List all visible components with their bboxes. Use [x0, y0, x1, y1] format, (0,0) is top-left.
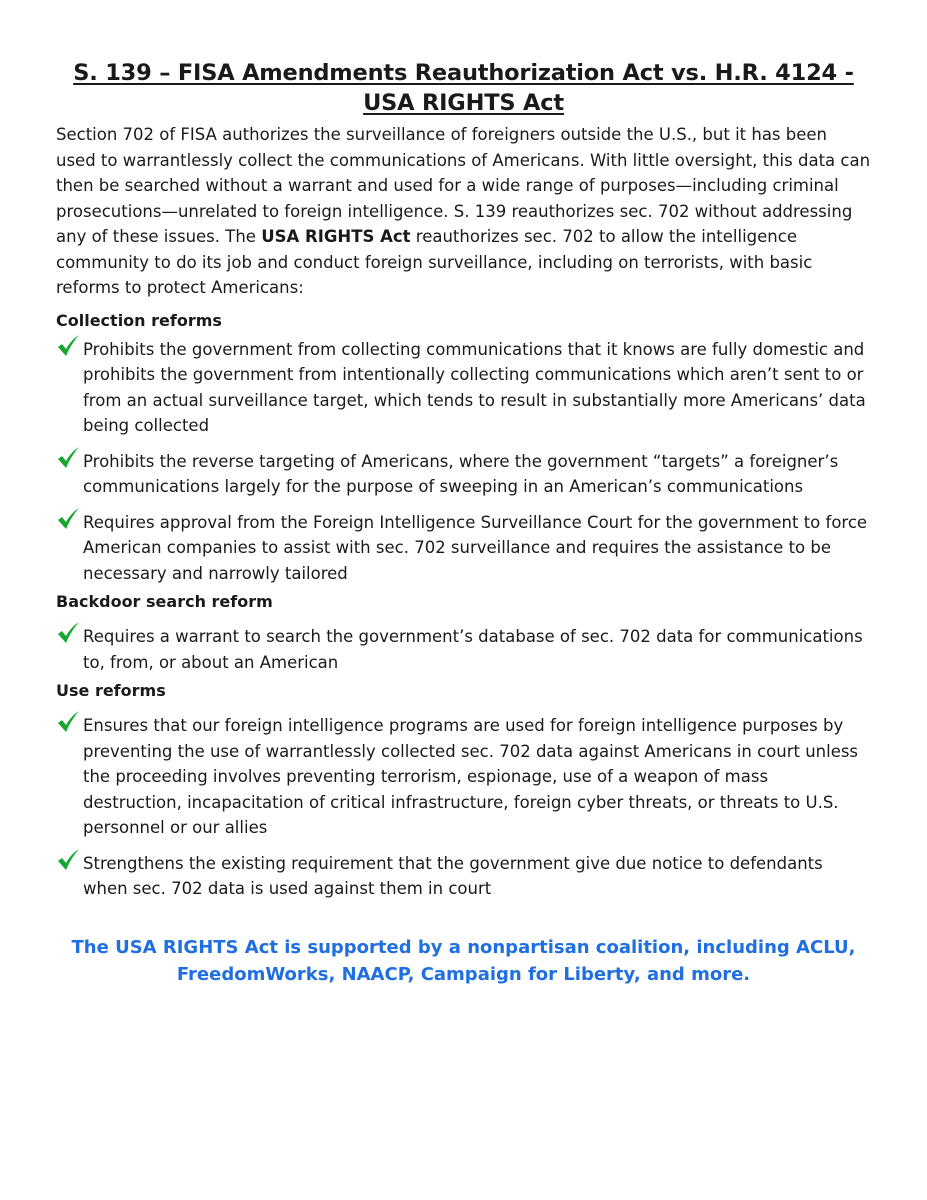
intro-text-start: Section 702 of FISA authorizes the surveillance of foreigners outside the U.S., but it has been used to warrantlessly collect the communications of Americans. With little oversight, this data can then be searched without a warrant and used for a wide range of purposes—including criminal prosecutions—unrelated to foreign intelligence. S. 139 reauthorizes sec. 702 without addressing any of these issues. The [56, 125, 871, 246]
reform-item-text: Requires approval from the Foreign Intelligence Surveillance Court for the government to force American companies to assist with sec. 702 surveillance and requires the assistance to be necessary and narrowly tailored [83, 512, 868, 583]
check-icon [56, 507, 80, 531]
reform-item [56, 851, 871, 902]
intro-paragraph [56, 122, 871, 301]
check-icon [56, 334, 80, 358]
reform-item-text: Ensures that our foreign intelligence programs are used for foreign intelligence purposes by preventing the use of warrantlessly collected sec. 702 data against Americans in court unless the proceeding involves preventing terrorism, espionage, use of a weapon of mass destruction, incapacitation of critical infrastructure, foreign cyber threats, or threats to U.S. personnel or our allies [83, 716, 859, 837]
reform-item [56, 713, 871, 841]
reform-item [56, 449, 871, 500]
check-icon [56, 848, 80, 872]
section-heading-use-reforms: Use reforms [56, 681, 166, 700]
check-icon [56, 621, 80, 645]
reform-item-text: Strengthens the existing requirement that the government give due notice to defendants when sec. 702 data is used against them in court [83, 853, 823, 898]
reform-item-text: Requires a warrant to search the government’s database of sec. 702 data for communications to, from, or about an American [83, 627, 863, 672]
reform-item [56, 624, 871, 675]
intro-text-end: reauthorizes sec. 702 to allow the intelligence community to do its job and conduct foreign surveillance, including on terrorists, with basic reforms to protect Americans: [56, 227, 813, 297]
reform-item-text: Prohibits the reverse targeting of Americans, where the government “targets” a foreigner’s communications largely for the purpose of sweeping in an American’s communications [83, 451, 839, 496]
document-title: S. 139 – FISA Amendments Reauthorization Act vs. H.R. 4124 - USA RIGHTS Act [73, 60, 854, 116]
reform-item [56, 337, 871, 439]
check-icon [56, 710, 80, 734]
coalition-support-statement: The USA RIGHTS Act is supported by a nonpartisan coalition, including ACLU, FreedomWorks, NAACP, Campaign for Liberty, and more. [71, 936, 856, 985]
reform-item-text: Prohibits the government from collecting communications that it knows are fully domestic and prohibits the government from intentionally collecting communications which aren’t sent to or from an actual surveillance target, which tends to result in substantially more Americans’ data being collected [83, 339, 866, 435]
check-icon [56, 446, 80, 470]
intro-bold-act-name: USA RIGHTS Act [261, 227, 411, 246]
reform-item [56, 510, 871, 587]
section-heading-collection-reforms: Collection reforms [56, 310, 222, 330]
section-heading-backdoor-search-reform: Backdoor search reform [56, 592, 273, 611]
